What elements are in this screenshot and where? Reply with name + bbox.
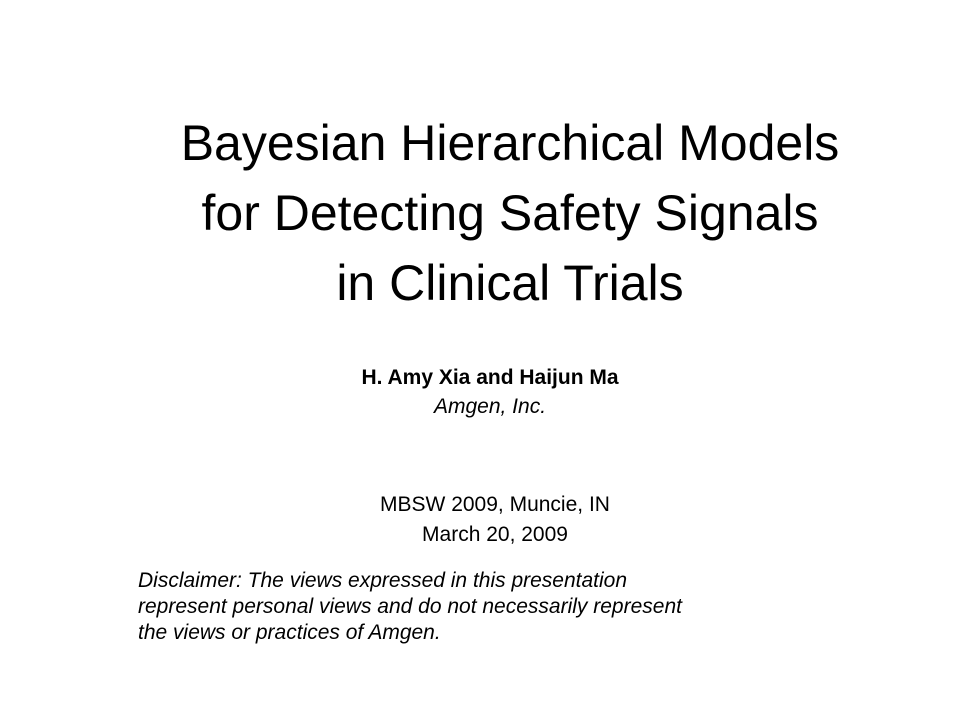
disclaimer-line: the views or practices of Amgen. <box>138 621 441 644</box>
conference-info <box>300 490 690 550</box>
conference-date: March 20, 2009 <box>422 523 568 546</box>
affiliation: Amgen, Inc. <box>433 395 547 418</box>
slide-title <box>110 108 910 318</box>
disclaimer-line: represent personal views and do not necessarily represent <box>138 595 682 618</box>
disclaimer <box>138 568 858 646</box>
title-line: for Detecting Safety Signals <box>201 185 819 241</box>
authors: H. Amy Xia and Haijun Ma <box>361 366 619 389</box>
title-line: Bayesian Hierarchical Models <box>180 115 840 171</box>
conference-line: MBSW 2009, Muncie, IN <box>380 493 610 516</box>
title-line: in Clinical Trials <box>336 255 684 311</box>
disclaimer-line: Disclaimer: The views expressed in this presentation <box>138 569 628 592</box>
